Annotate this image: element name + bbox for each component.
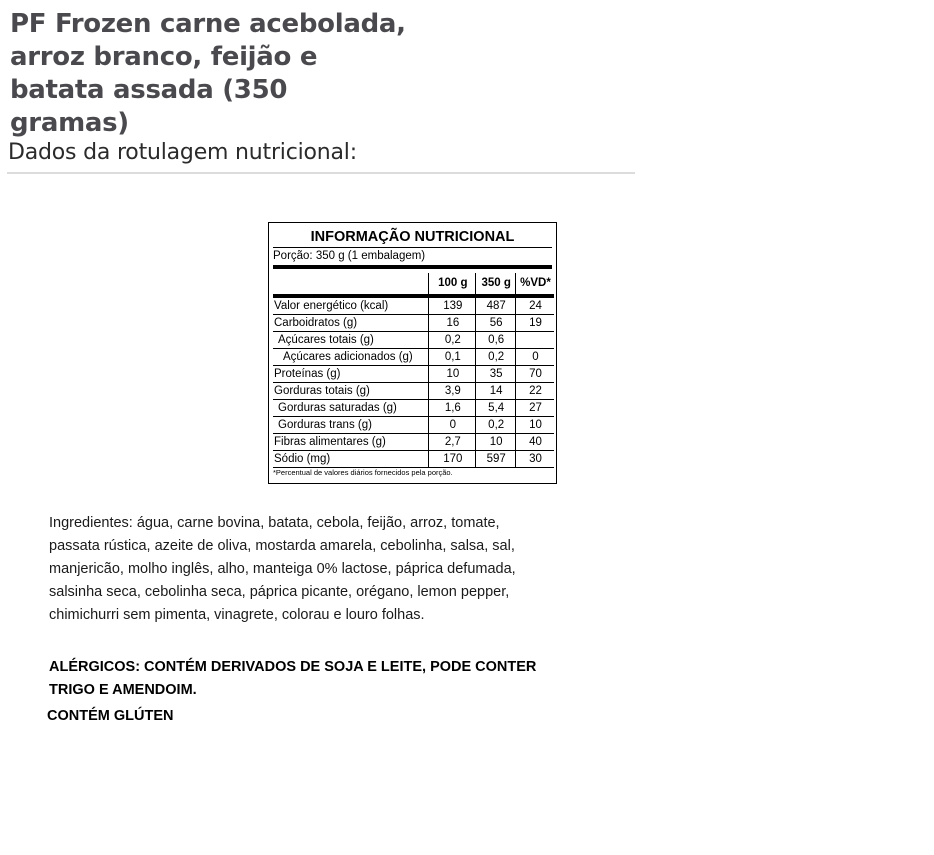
nutrition-footnote: *Percentual de valores diários fornecidos pela porção. <box>273 468 453 477</box>
nutrient-vd: 30 <box>515 451 554 468</box>
nutrient-per-100g: 1,6 <box>429 400 476 417</box>
nutrient-per-100g: 139 <box>429 296 476 315</box>
nutrient-per-350g: 0,2 <box>476 417 516 434</box>
nutrient-per-350g: 14 <box>476 383 516 400</box>
nutrient-per-350g: 5,4 <box>476 400 516 417</box>
nutrient-per-350g: 56 <box>476 315 516 332</box>
nutrient-per-100g: 3,9 <box>429 383 476 400</box>
nutrient-vd <box>515 332 554 349</box>
nutrition-row <box>273 332 554 349</box>
nutrient-vd: 10 <box>515 417 554 434</box>
nutrient-name: Fibras alimentares (g) <box>273 434 429 451</box>
nutrient-vd: 0 <box>515 349 554 366</box>
nutrition-section-subtitle: Dados da rotulagem nutricional: <box>8 140 357 165</box>
nutrition-row <box>273 400 554 417</box>
nutrient-per-100g: 10 <box>429 366 476 383</box>
nutrition-row <box>273 366 554 383</box>
header-vd: %VD* <box>515 273 554 296</box>
nutrient-name: Proteínas (g) <box>273 366 429 383</box>
nutrition-row <box>273 451 554 468</box>
nutrient-per-350g: 10 <box>476 434 516 451</box>
nutrition-header-row <box>273 273 554 296</box>
nutrition-row <box>273 417 554 434</box>
nutrition-row <box>273 296 554 315</box>
nutrient-name: Gorduras totais (g) <box>273 383 429 400</box>
nutrition-title: INFORMAÇÃO NUTRICIONAL <box>273 227 552 248</box>
nutrition-facts-panel <box>268 222 557 484</box>
nutrient-vd: 22 <box>515 383 554 400</box>
nutrient-per-100g: 2,7 <box>429 434 476 451</box>
nutrient-vd: 24 <box>515 296 554 315</box>
nutrient-vd: 70 <box>515 366 554 383</box>
nutrient-name: Açúcares adicionados (g) <box>273 349 429 366</box>
header-per-350g: 350 g <box>476 273 516 296</box>
nutrient-per-100g: 0,2 <box>429 332 476 349</box>
nutrition-row <box>273 349 554 366</box>
nutrient-per-350g: 0,6 <box>476 332 516 349</box>
nutrient-per-350g: 597 <box>476 451 516 468</box>
nutrient-name: Valor energético (kcal) <box>273 296 429 315</box>
nutrient-name: Açúcares totais (g) <box>273 332 429 349</box>
nutrient-per-100g: 0,1 <box>429 349 476 366</box>
nutrient-per-100g: 0 <box>429 417 476 434</box>
nutrient-name: Sódio (mg) <box>273 451 429 468</box>
nutrition-row <box>273 383 554 400</box>
header-per-100g: 100 g <box>429 273 476 296</box>
product-title: PF Frozen carne acebolada, arroz branco, feijão e batata assada (350 gramas) <box>10 9 406 138</box>
nutrient-per-100g: 16 <box>429 315 476 332</box>
nutrition-table <box>273 273 554 468</box>
gluten-warning: CONTÉM GLÚTEN <box>47 708 174 724</box>
nutrient-name: Carboidratos (g) <box>273 315 429 332</box>
nutrient-per-350g: 0,2 <box>476 349 516 366</box>
nutrient-name: Gorduras saturadas (g) <box>273 400 429 417</box>
nutrient-vd: 19 <box>515 315 554 332</box>
section-divider <box>7 172 635 174</box>
nutrition-row <box>273 434 554 451</box>
nutrient-per-100g: 170 <box>429 451 476 468</box>
nutrient-vd: 40 <box>515 434 554 451</box>
allergens-warning: ALÉRGICOS: CONTÉM DERIVADOS DE SOJA E LEITE, PODE CONTER TRIGO E AMENDOIM. <box>49 659 537 698</box>
nutrient-name: Gorduras trans (g) <box>273 417 429 434</box>
nutrient-vd: 27 <box>515 400 554 417</box>
nutrition-row <box>273 315 554 332</box>
nutrient-per-350g: 35 <box>476 366 516 383</box>
header-nutrient <box>273 273 429 296</box>
nutrient-per-350g: 487 <box>476 296 516 315</box>
nutrition-portion: Porção: 350 g (1 embalagem) <box>273 248 552 269</box>
ingredients-list: Ingredientes: água, carne bovina, batata, cebola, feijão, arroz, tomate, passata rústica, azeite de oliva, mostarda amarela, cebolinha, salsa, sal, manjericão, molho inglês, alho, manteiga 0% lactose, páprica defumada, salsinha seca, cebolinha seca, páprica picante, orégano, lemon pepper, chimichurri sem pimenta, vinagrete, colorau e louro folhas. <box>49 515 516 623</box>
